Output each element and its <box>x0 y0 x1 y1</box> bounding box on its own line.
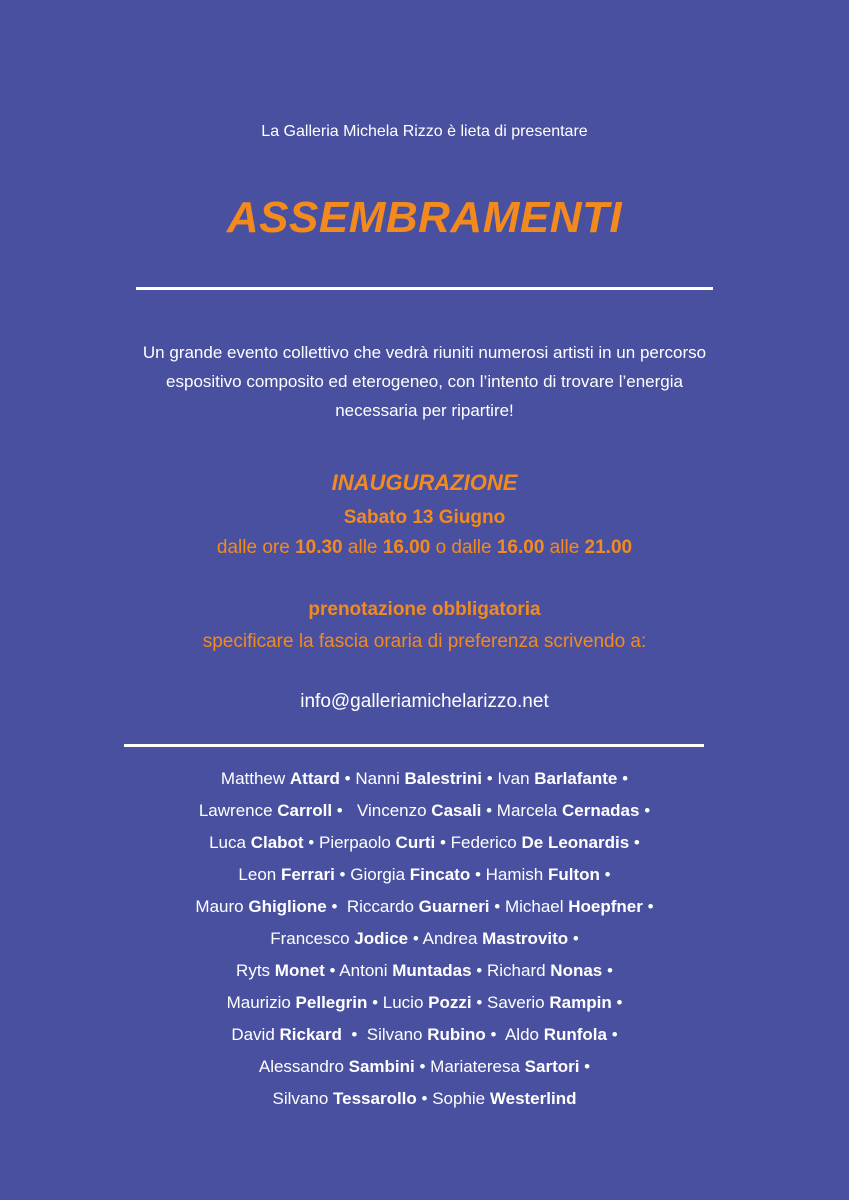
hours-text: alle <box>544 537 585 558</box>
artist-first-name: Mariateresa <box>430 1057 525 1076</box>
inauguration-hours <box>0 534 849 562</box>
artist-separator: • <box>435 833 451 852</box>
artist-last-name: Carroll <box>277 801 333 820</box>
artist-separator: • <box>326 897 347 916</box>
artist-separator: • <box>367 993 383 1012</box>
divider-top <box>136 287 713 290</box>
artist-separator: • <box>339 769 356 788</box>
artist-line <box>0 827 849 859</box>
artist-last-name: Cernadas <box>561 801 640 820</box>
artist-line <box>0 1083 849 1115</box>
divider-bottom <box>124 744 704 747</box>
artist-first-name: Francesco <box>270 929 355 948</box>
artist-separator: • <box>602 961 613 980</box>
artist-last-name: Barlafante <box>534 769 618 788</box>
artist-line <box>0 1051 849 1083</box>
artist-separator: • <box>481 769 498 788</box>
booking-note: specificare la fascia oraria di preferenza scrivendo a: <box>202 631 647 652</box>
artist-last-name: Mastrovito <box>482 929 569 948</box>
artist-separator: • <box>599 865 611 884</box>
artist-separator: • <box>334 865 351 884</box>
artist-last-name: De Leonardis <box>521 833 630 852</box>
artist-separator: • <box>579 1057 591 1076</box>
description-block <box>60 338 789 425</box>
artist-first-name: Vincenzo <box>356 801 432 820</box>
artist-list <box>0 763 849 1115</box>
inauguration-date: Sabato 13 Giugno <box>343 507 506 528</box>
artist-separator: • <box>568 929 579 948</box>
artist-first-name: Mauro <box>195 897 249 916</box>
artist-separator: • <box>617 769 629 788</box>
artist-last-name: Jodice <box>354 929 409 948</box>
artist-separator: • <box>414 1057 431 1076</box>
artist-first-name: Ryts <box>236 961 275 980</box>
artist-last-name: Balestrini <box>404 769 482 788</box>
artist-last-name: Guarneri <box>418 897 490 916</box>
artist-last-name: Tessarollo <box>333 1089 417 1108</box>
artist-first-name: Lucio <box>382 993 429 1012</box>
artist-last-name: Attard <box>289 769 340 788</box>
artist-last-name: Sambini <box>348 1057 415 1076</box>
artist-separator: • <box>303 833 319 852</box>
artist-first-name: Andrea <box>422 929 483 948</box>
hours-text: dalle ore <box>216 537 296 558</box>
description-line: espositivo composito ed eterogeneo, con l’intento di trovare l’energia <box>166 372 683 391</box>
artist-separator: • <box>341 1025 367 1044</box>
artist-separator: • <box>639 801 651 820</box>
artist-separator: • <box>606 1025 618 1044</box>
artist-line <box>0 763 849 795</box>
artist-line <box>0 955 849 987</box>
artist-separator: • <box>471 993 487 1012</box>
artist-first-name: Sophie <box>432 1089 490 1108</box>
artist-first-name: Federico <box>450 833 522 852</box>
exhibition-title: ASSEMBRAMENTI <box>226 193 623 242</box>
artist-first-name: Michael <box>504 897 569 916</box>
hours-time: 16.00 <box>382 537 431 558</box>
artist-first-name: Lawrence <box>198 801 278 820</box>
artist-first-name: Silvano <box>366 1025 428 1044</box>
artist-first-name: Silvano <box>272 1089 334 1108</box>
artist-first-name: Ivan <box>497 769 535 788</box>
artist-line <box>0 859 849 891</box>
hours-time: 10.30 <box>295 537 343 558</box>
artist-first-name: David <box>231 1025 280 1044</box>
artist-last-name: Curti <box>395 833 436 852</box>
artist-separator: • <box>471 961 487 980</box>
artist-line <box>0 795 849 827</box>
artist-separator: • <box>481 801 497 820</box>
description-line: Un grande evento collettivo che vedrà riuniti numerosi artisti in un percorso <box>142 343 707 362</box>
hours-time: 21.00 <box>584 537 633 558</box>
artist-first-name: Hamish <box>485 865 548 884</box>
hours-text: o dalle <box>430 537 497 558</box>
artist-last-name: Runfola <box>543 1025 607 1044</box>
artist-last-name: Ghiglione <box>248 897 327 916</box>
description-line: necessaria per ripartire! <box>335 401 514 420</box>
artist-separator: • <box>642 897 654 916</box>
artist-last-name: Rickard <box>279 1025 342 1044</box>
artist-first-name: Maurizio <box>226 993 296 1012</box>
hours-time: 16.00 <box>496 537 545 558</box>
artist-first-name: Giorgia <box>350 865 410 884</box>
contact-email[interactable]: info@galleriamichelarizzo.net <box>300 691 549 712</box>
artist-first-name: Leon <box>238 865 281 884</box>
artist-first-name: Alessandro <box>258 1057 349 1076</box>
artist-last-name: Sartori <box>524 1057 580 1076</box>
artist-separator: • <box>485 1025 505 1044</box>
artist-separator: • <box>629 833 640 852</box>
artist-last-name: Fulton <box>547 865 600 884</box>
inauguration-heading: INAUGURAZIONE <box>331 470 518 495</box>
artist-line <box>0 923 849 955</box>
artist-last-name: Casali <box>431 801 482 820</box>
artist-first-name: Pierpaolo <box>318 833 396 852</box>
artist-last-name: Westerlind <box>489 1089 577 1108</box>
artist-last-name: Pellegrin <box>295 993 368 1012</box>
artist-first-name: Matthew <box>220 769 290 788</box>
booking-required: prenotazione obbligatoria <box>308 599 541 620</box>
artist-last-name: Fincato <box>409 865 471 884</box>
artist-first-name: Antoni <box>339 961 393 980</box>
artist-first-name: Aldo <box>504 1025 544 1044</box>
artist-last-name: Rampin <box>549 993 612 1012</box>
artist-last-name: Clabot <box>250 833 304 852</box>
artist-last-name: Pozzi <box>428 993 472 1012</box>
artist-line <box>0 987 849 1019</box>
artist-last-name: Monet <box>274 961 325 980</box>
hours-text: alle <box>342 537 383 558</box>
artist-first-name: Marcela <box>496 801 562 820</box>
artist-line <box>0 1019 849 1051</box>
artist-first-name: Richard <box>486 961 551 980</box>
artist-last-name: Muntadas <box>392 961 472 980</box>
artist-last-name: Rubino <box>427 1025 486 1044</box>
artist-separator: • <box>324 961 340 980</box>
artist-first-name: Nanni <box>355 769 405 788</box>
intro-text: La Galleria Michela Rizzo è lieta di presentare <box>261 123 588 140</box>
artist-first-name: Riccardo <box>346 897 419 916</box>
artist-separator: • <box>470 865 486 884</box>
artist-separator: • <box>611 993 623 1012</box>
artist-last-name: Ferrari <box>280 865 335 884</box>
artist-separator: • <box>332 801 357 820</box>
artist-last-name: Hoepfner <box>568 897 643 916</box>
artist-separator: • <box>416 1089 433 1108</box>
artist-first-name: Luca <box>209 833 251 852</box>
artist-line <box>0 891 849 923</box>
artist-separator: • <box>489 897 505 916</box>
artist-last-name: Nonas <box>550 961 603 980</box>
artist-separator: • <box>408 929 423 948</box>
artist-first-name: Saverio <box>487 993 550 1012</box>
